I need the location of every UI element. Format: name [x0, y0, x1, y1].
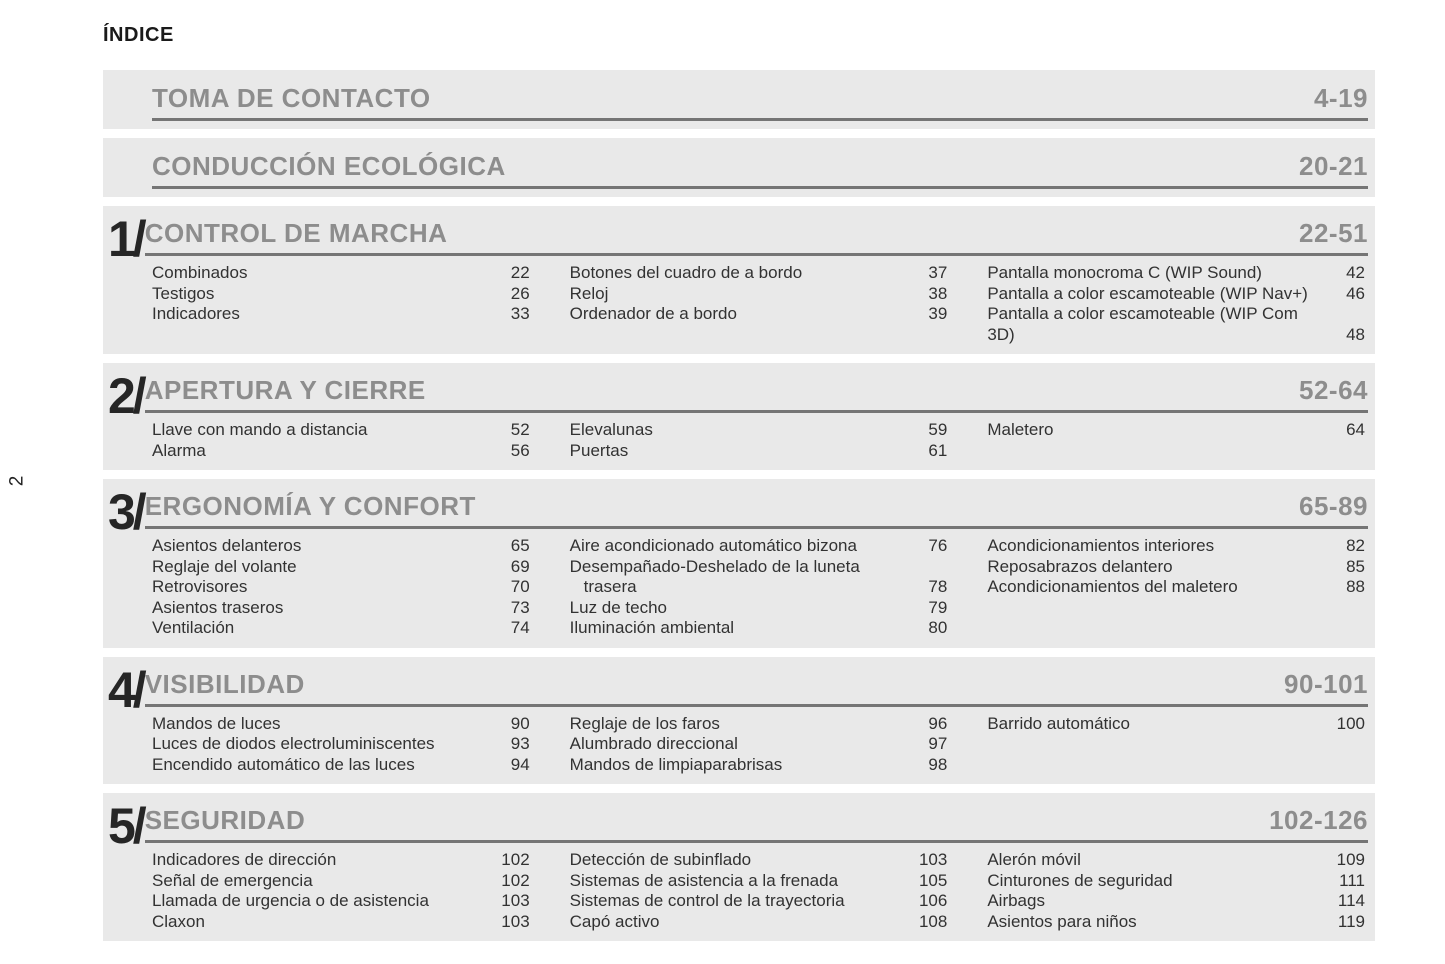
section-header — [103, 657, 1368, 718]
entry-label: Iluminación ambiental — [569, 618, 735, 637]
section-page-range: 90-101 — [1284, 668, 1368, 699]
entry-page: 56 — [510, 440, 530, 460]
section-page-range: 4-19 — [1313, 83, 1368, 113]
entry-page: 103 — [501, 911, 530, 931]
entry-label: Puertas — [569, 440, 629, 460]
entries-column-1 — [152, 714, 530, 776]
entry-label: Mandos de luces — [152, 713, 281, 733]
entry-page: 102 — [501, 850, 530, 869]
entry-page: 79 — [928, 597, 948, 617]
toc-entry — [570, 891, 948, 912]
section-page-range: 102-126 — [1269, 805, 1368, 835]
toc-entry — [987, 871, 1365, 892]
entries-column-3 — [987, 263, 1365, 345]
entry-label: Ventilación — [152, 618, 235, 637]
section-title: SEGURIDAD — [144, 805, 306, 835]
entry-label: Indicadores de dirección — [152, 850, 337, 869]
toc-entry — [987, 304, 1365, 345]
section-page-range: 22-51 — [1299, 218, 1368, 248]
section-title: ERGONOMÍA Y CONFORT — [144, 491, 476, 521]
section-number: 1/ — [108, 211, 144, 267]
toc-entry — [152, 618, 530, 639]
entry-page: 70 — [510, 577, 530, 596]
entry-label: Luz de techo — [569, 597, 668, 617]
entry-page: 109 — [1336, 850, 1365, 869]
toc-entry — [570, 755, 948, 776]
toc-entry — [570, 598, 948, 619]
section-band-ergonomia-y-confort — [103, 479, 1375, 648]
toc-entry — [570, 284, 948, 305]
entry-page: 114 — [1337, 891, 1365, 910]
toc-entry — [570, 871, 948, 892]
entry-page: 93 — [510, 734, 530, 753]
section-title-rule — [145, 218, 1368, 256]
entry-page: 108 — [918, 911, 948, 931]
entry-label: Aire acondicionado automático bizona — [569, 536, 857, 555]
entry-page: 37 — [928, 263, 948, 282]
toc-entry — [987, 891, 1365, 912]
entry-label: Pantalla a color escamoteable (WIP Nav+) — [987, 283, 1308, 303]
entry-label: Luces de diodos electroluminiscentes — [152, 734, 435, 753]
toc-entry — [152, 577, 530, 598]
section-band-seguridad — [103, 793, 1375, 941]
entry-label: Pantalla a color escamoteable (WIP Com 3D) — [987, 304, 1298, 344]
toc-entry — [987, 850, 1365, 871]
entry-page: 64 — [1346, 420, 1365, 439]
entry-page: 96 — [928, 713, 948, 733]
entry-label: Botones del cuadro de a bordo — [569, 263, 803, 282]
entry-label: Cinturones de seguridad — [987, 870, 1173, 890]
toc-entry — [987, 557, 1365, 578]
toc-entry — [570, 536, 948, 557]
margin-page-number: 2 — [6, 475, 28, 487]
section-band-visibilidad — [103, 657, 1375, 785]
toc-entry — [987, 577, 1365, 598]
entry-page: 59 — [928, 420, 948, 439]
section-title-rule — [145, 805, 1368, 843]
entry-page: 85 — [1346, 556, 1365, 576]
toc-entry — [570, 850, 948, 871]
section-header — [103, 479, 1368, 540]
section-number: 4/ — [108, 661, 144, 718]
entry-page: 80 — [928, 618, 948, 637]
section-header — [103, 206, 1368, 267]
toc-entry — [570, 912, 948, 933]
entry-label: Alarma — [152, 440, 206, 460]
entries-column-3 — [987, 850, 1365, 932]
entry-label: Asientos traseros — [152, 597, 284, 617]
toc-entry — [570, 304, 948, 325]
entry-page: 103 — [501, 891, 530, 910]
toc-entry — [987, 912, 1365, 933]
entries-column-2 — [570, 714, 948, 776]
entry-page: 38 — [928, 283, 948, 303]
section-entries — [152, 420, 1365, 470]
toc-entry — [987, 536, 1365, 557]
entry-page: 65 — [510, 536, 530, 555]
entry-page: 33 — [510, 304, 530, 323]
entry-label: Sistemas de asistencia a la frenada — [569, 870, 839, 890]
entry-label: Maletero — [987, 420, 1054, 439]
entry-page: 102 — [501, 870, 530, 890]
entry-label: Acondicionamientos interiores — [987, 536, 1215, 555]
toc-entry — [987, 420, 1365, 441]
entry-page: 105 — [918, 870, 948, 890]
section-header — [103, 363, 1368, 424]
entries-column-3 — [987, 420, 1365, 441]
entry-label: Reposabrazos delantero — [987, 556, 1173, 576]
toc-entry — [152, 850, 530, 871]
entry-page: 103 — [918, 850, 948, 869]
section-band-control-de-marcha — [103, 206, 1375, 354]
toc-entry — [570, 618, 948, 639]
entry-label: Indicadores — [152, 304, 240, 323]
toc-entry — [152, 304, 530, 325]
entry-page: 74 — [510, 618, 530, 637]
section-title: TOMA DE CONTACTO — [152, 83, 431, 113]
entry-label: Ordenador de a bordo — [569, 304, 737, 323]
entry-page: 26 — [510, 283, 530, 303]
entry-page: 90 — [510, 713, 530, 733]
section-page-range: 52-64 — [1299, 375, 1368, 405]
entries-column-2 — [570, 263, 948, 325]
entry-label: Retrovisores — [152, 577, 248, 596]
toc-entry — [152, 557, 530, 578]
section-title: CONDUCCIÓN ECOLÓGICA — [152, 151, 506, 181]
section-header — [152, 138, 1368, 189]
entry-page: 42 — [1346, 263, 1365, 282]
entry-page: 46 — [1346, 283, 1365, 303]
entry-label: Capó activo — [569, 911, 660, 931]
toc-entry — [570, 420, 948, 441]
section-title: VISIBILIDAD — [144, 668, 305, 699]
entries-column-3 — [987, 714, 1365, 735]
entry-label: Claxon — [152, 911, 205, 931]
entry-page: 69 — [510, 556, 530, 576]
entry-page: 39 — [928, 304, 948, 323]
entry-page: 82 — [1346, 536, 1365, 555]
toc-entry — [152, 891, 530, 912]
entry-page: 22 — [510, 263, 530, 282]
section-number: 5/ — [108, 798, 144, 854]
toc-entry — [570, 714, 948, 735]
entry-page: 76 — [928, 536, 948, 555]
section-title: CONTROL DE MARCHA — [144, 218, 448, 248]
toc-entry — [152, 284, 530, 305]
toc-entry — [152, 871, 530, 892]
entry-label: Asientos para niños — [987, 911, 1137, 931]
entry-label: Reglaje del volante — [152, 556, 297, 576]
entry-label: Barrido automático — [987, 713, 1131, 733]
toc-entry — [987, 714, 1365, 735]
toc-entry — [152, 755, 530, 776]
toc-entry — [570, 557, 948, 598]
entry-label: Reglaje de los faros — [569, 713, 720, 733]
section-number: 2/ — [108, 368, 144, 424]
toc-entry — [152, 420, 530, 441]
toc-content — [103, 0, 1375, 941]
entry-label: Combinados — [152, 263, 248, 282]
toc-entry — [152, 912, 530, 933]
entry-label: Pantalla monocroma C (WIP Sound) — [987, 263, 1262, 282]
section-band-toma-de-contacto — [103, 70, 1375, 129]
toc-entry — [152, 734, 530, 755]
entry-page: 52 — [510, 420, 530, 439]
entries-column-1 — [152, 420, 530, 461]
section-number: 3/ — [108, 484, 144, 540]
section-entries — [152, 536, 1365, 648]
entry-page: 98 — [928, 754, 948, 774]
toc-entry — [987, 284, 1365, 305]
toc-entry — [570, 734, 948, 755]
entries-column-2 — [570, 536, 948, 639]
section-header — [103, 793, 1368, 854]
section-band-apertura-y-cierre — [103, 363, 1375, 470]
section-page-range: 20-21 — [1299, 151, 1368, 181]
section-entries — [152, 263, 1365, 354]
entry-label: Señal de emergencia — [152, 870, 313, 890]
entry-page: 97 — [928, 734, 948, 753]
toc-entry — [152, 536, 530, 557]
entry-page: 61 — [928, 440, 948, 460]
entry-label: Encendido automático de las luces — [152, 754, 415, 774]
entry-label: Elevalunas — [569, 420, 653, 439]
section-band-conduccion-ecologica — [103, 138, 1375, 197]
entry-page: 100 — [1336, 713, 1365, 733]
section-title-rule — [145, 375, 1368, 413]
entries-column-1 — [152, 850, 530, 932]
entries-column-2 — [570, 850, 948, 932]
entry-page: 48 — [1346, 324, 1365, 344]
entry-page: 94 — [510, 754, 530, 774]
entry-page: 78 — [928, 577, 948, 596]
toc-entry — [152, 714, 530, 735]
section-title-rule — [145, 669, 1368, 707]
section-title: APERTURA Y CIERRE — [144, 375, 426, 405]
entry-page: 106 — [918, 891, 948, 910]
page-title: ÍNDICE — [103, 24, 174, 46]
entry-label: Reloj — [569, 283, 609, 303]
entries-column-1 — [152, 536, 530, 639]
section-entries — [152, 850, 1365, 941]
entries-column-2 — [570, 420, 948, 461]
entry-label: Sistemas de control de la trayectoria — [569, 891, 845, 910]
entry-page: 119 — [1337, 911, 1365, 931]
entry-label: Llamada de urgencia o de asistencia — [152, 891, 429, 910]
entry-label: Airbags — [987, 891, 1045, 910]
entry-label: Mandos de limpiaparabrisas — [569, 754, 783, 774]
entries-column-1 — [152, 263, 530, 325]
section-page-range: 65-89 — [1299, 491, 1368, 521]
entries-column-3 — [987, 536, 1365, 598]
entry-page: 73 — [510, 597, 530, 617]
entry-label: Llave con mando a distancia — [152, 420, 368, 439]
entry-label: Testigos — [152, 283, 215, 303]
toc-entry — [152, 441, 530, 462]
section-header — [152, 70, 1368, 121]
section-title-rule — [145, 491, 1368, 529]
toc-entry — [152, 263, 530, 284]
entry-page: 111 — [1339, 870, 1365, 890]
entry-label: Alumbrado direccional — [569, 734, 738, 753]
entry-page: 88 — [1346, 577, 1365, 596]
toc-entry — [570, 263, 948, 284]
toc-entry — [570, 441, 948, 462]
entry-label: Desempañado-Deshelado de la luneta trasera — [569, 556, 860, 596]
entry-label: Detección de subinflado — [569, 850, 752, 869]
entry-label: Alerón móvil — [987, 850, 1081, 869]
toc-entry — [152, 598, 530, 619]
section-entries — [152, 714, 1365, 785]
entry-label: Acondicionamientos del maletero — [987, 577, 1238, 596]
toc-entry — [987, 263, 1365, 284]
entry-label: Asientos delanteros — [152, 536, 302, 555]
